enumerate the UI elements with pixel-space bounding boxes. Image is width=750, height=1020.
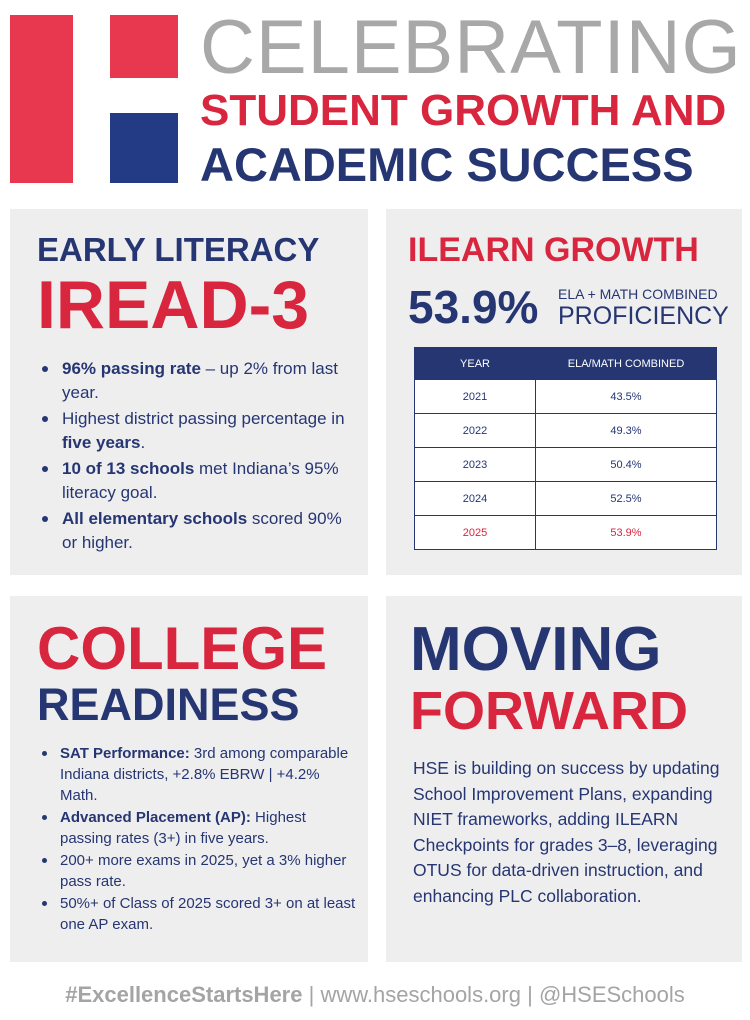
footer: [0, 978, 750, 1012]
cell-year: 2025: [415, 516, 536, 550]
list-item: 200+ more exams in 2025, yet a 3% higher pass rate.: [40, 850, 358, 892]
cell-value: 50.4%: [536, 448, 717, 482]
hashtag: #ExcellenceStartsHere: [65, 982, 303, 1007]
college-bullets: [40, 743, 358, 936]
social-handle[interactable]: @HSESchools: [538, 982, 685, 1007]
website-link[interactable]: www.hseschools.org: [320, 982, 521, 1007]
ilearn-subtitle-1: ELA + MATH COMBINED: [558, 286, 718, 302]
footer-separator: |: [302, 982, 321, 1007]
table-header-row: [415, 348, 717, 380]
logo-blue-square: [110, 113, 178, 183]
college-title: COLLEGE: [37, 615, 328, 682]
moving-forward-body: HSE is building on success by updating School Improvement Plans, expanding NIET frameworks, adding ILEARN Checkpoints for grades 3–8, leveraging OTUS for data-driven instruction, and enhancing PLC collaboration.: [413, 758, 720, 906]
header-line-3: ACADEMIC SUCCESS: [200, 138, 694, 191]
table-row: [415, 380, 717, 414]
ilearn-subtitle-2: PROFICIENCY: [558, 302, 729, 330]
column-header-year: YEAR: [415, 348, 536, 380]
forward-title: FORWARD: [410, 681, 688, 741]
table-row-highlight: [415, 516, 717, 550]
early-literacy-bullets: [40, 357, 358, 557]
logo-red-square: [110, 15, 178, 78]
early-literacy-title: EARLY LITERACY: [37, 231, 320, 268]
list-item: Highest district passing percentage in five years.: [40, 407, 358, 455]
ilearn-table: [414, 347, 717, 550]
list-item: All elementary schools scored 90% or higher.: [40, 507, 358, 555]
footer-separator: |: [520, 982, 539, 1007]
cell-year: 2021: [415, 380, 536, 414]
cell-value: 43.5%: [536, 380, 717, 414]
readiness-title: READINESS: [37, 679, 300, 730]
cell-value: 53.9%: [536, 516, 717, 550]
column-header-combined: ELA/MATH COMBINED: [536, 348, 717, 380]
list-item: SAT Performance: 3rd among comparable Indiana districts, +2.8% EBRW | +4.2% Math.: [40, 743, 358, 806]
cell-value: 49.3%: [536, 414, 717, 448]
moving-forward-panel: [386, 596, 742, 962]
moving-title: MOVING: [410, 615, 662, 684]
list-item: 10 of 13 schools met Indiana’s 95% literacy goal.: [40, 457, 358, 505]
table-row: [415, 448, 717, 482]
header-line-1: CELEBRATING: [200, 5, 742, 90]
college-readiness-panel: [10, 596, 368, 962]
iread-title: IREAD-3: [37, 267, 310, 343]
header-line-2: STUDENT GROWTH AND: [200, 86, 727, 135]
list-item: 96% passing rate – up 2% from last year.: [40, 357, 358, 405]
list-item: 50%+ of Class of 2025 scored 3+ on at least one AP exam.: [40, 893, 358, 935]
cell-year: 2023: [415, 448, 536, 482]
ilearn-panel: [386, 209, 742, 575]
list-item: Advanced Placement (AP): Highest passing rates (3+) in five years.: [40, 807, 358, 849]
cell-year: 2024: [415, 482, 536, 516]
logo-red-bar: [10, 15, 73, 183]
cell-value: 52.5%: [536, 482, 717, 516]
ilearn-title: ILEARN GROWTH: [408, 231, 699, 269]
cell-year: 2022: [415, 414, 536, 448]
early-literacy-panel: [10, 209, 368, 575]
table-row: [415, 414, 717, 448]
ilearn-percent: 53.9%: [408, 281, 539, 333]
table-row: [415, 482, 717, 516]
